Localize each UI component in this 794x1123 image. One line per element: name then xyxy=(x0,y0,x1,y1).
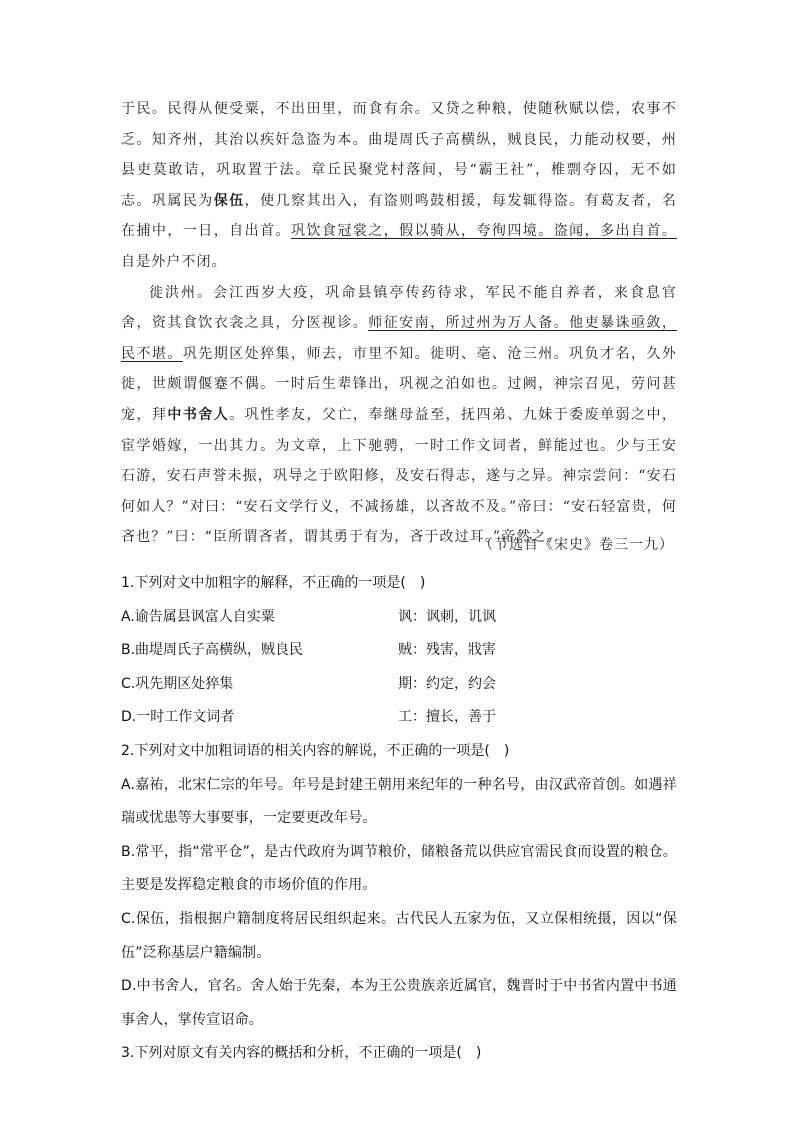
source-citation: （节选自《宋史》卷三一九） xyxy=(479,537,674,553)
classical-passage xyxy=(121,94,677,553)
question-2-option-d: D.中书舍人，官名。舍人始于先秦，本为王公贵族亲近属官，魏晋时于中书省内置中书通事舍人，掌传宣诏命。 xyxy=(121,978,677,1028)
option-explanation: 期：约定，约会 xyxy=(398,675,496,692)
option-sentence: D.一时工作文词者 xyxy=(121,709,235,726)
question-1-option-c xyxy=(121,668,677,702)
question-1-option-b xyxy=(121,634,677,668)
passage-paragraph-2 xyxy=(121,278,677,553)
question-1-option-a xyxy=(121,601,677,635)
option-explanation: 工：擅长，善于 xyxy=(398,709,496,726)
option-sentence: B.曲堤周氏子高横纵，贼良民 xyxy=(121,642,304,659)
question-1-option-d xyxy=(121,701,677,735)
question-2-stem: 2.下列对文中加粗词语的相关内容的解说，不正确的一项是( ) xyxy=(121,742,510,759)
bold-term: 保伍 xyxy=(213,192,245,209)
question-3-stem: 3.下列对原文有关内容的概括和分析，不正确的一项是( ) xyxy=(121,1045,482,1062)
question-list xyxy=(121,567,677,1071)
underlined-sentence: 巩饮食冠裳之，假以骑从，夸徇四境。盗闻，多出自首。 xyxy=(291,223,677,240)
option-explanation: 讽：讽刺，讥讽 xyxy=(398,608,496,625)
question-2-option-b: B.常平，指“常平仓”，是古代政府为调节粮价，储粮备荒以供应官需民食而设置的粮仓。主要是发挥稳定粮食的市场价值的作用。 xyxy=(121,843,677,894)
text-run: 巩先期区处猝集，师去，市里不知。徙明、亳、沧三州。巩负才名，久外徙，世颇谓偃蹇不偶。一时后生辈锋出，巩视之泊如也。过阙，神宗召见，劳问甚宠，拜 xyxy=(121,345,678,423)
option-sentence: C.巩先期区处猝集 xyxy=(121,675,234,692)
passage-paragraph-1 xyxy=(121,94,677,278)
option-explanation: 贼：残害，戕害 xyxy=(398,642,496,659)
bold-term: 中书舍人 xyxy=(167,406,230,423)
question-1-stem: 1.下列对文中加粗字的解释，不正确的一项是( ) xyxy=(121,575,426,591)
underlined-sentence: 师征安南，所过州为万人备。他吏暴诛亟敛，民不堪。 xyxy=(121,315,677,362)
option-sentence: A.谕告属县讽富人自实粟 xyxy=(121,608,275,625)
text-run: ，使几察其出入，有盗则鸣鼓相援，每发辄得盗。有葛友者，名在捕中，一日，自出首。 xyxy=(121,192,678,240)
question-2-option-a: A.嘉祐，北宋仁宗的年号。年号是封建王朝用来纪年的一种名号，由汉武帝首创。如遇祥瑞或忧患等大事要事，一定要更改年号。 xyxy=(121,776,677,827)
text-run: 自是外户不闭。 xyxy=(121,253,227,270)
text-run: 徙洪州。会江西岁大疫，巩命县镇亭传药待求，军民不能自养者，来食息官舍，资其食饮衣衾之具，分医视诊。 xyxy=(121,284,677,332)
text-run: 于民。民得从便受粟，不出田里，而食有余。又贷之种粮，使随秋赋以偿，农事不乏。知齐州，其治以疾奸急盗为本。曲堤周氏子高横纵，贼良民，力能动权要，州县吏莫敢诘，巩取置于法。章丘民聚党村落间，号“霸王社”，椎剽夺囚，无不如志。巩属民为 xyxy=(121,101,677,209)
question-2-option-c: C.保伍，指根据户籍制度将居民组织起来。古代民人五家为伍，又立保相统摄，因以“保伍”泛称基层户籍编制。 xyxy=(121,910,677,961)
text-run: 。巩性孝友，父亡，奉继母益至，抚四弟、九妹于委废单弱之中，宦学婚嫁，一出其力。为文章，上下驰骋，一时工作文词者，鲜能过也。少与王安石游，安石声誉未振，巩导之于欧阳修，及安石得志，遂与之异。神宗尝问：“安石何如人？”对曰：“安石文学行义，不减扬雄，以吝故不及。”帝曰：“安石轻富贵，何吝也？”曰：“臣所谓吝者，谓其勇于有为，吝于改过耳。”帝然之。 xyxy=(121,406,678,546)
